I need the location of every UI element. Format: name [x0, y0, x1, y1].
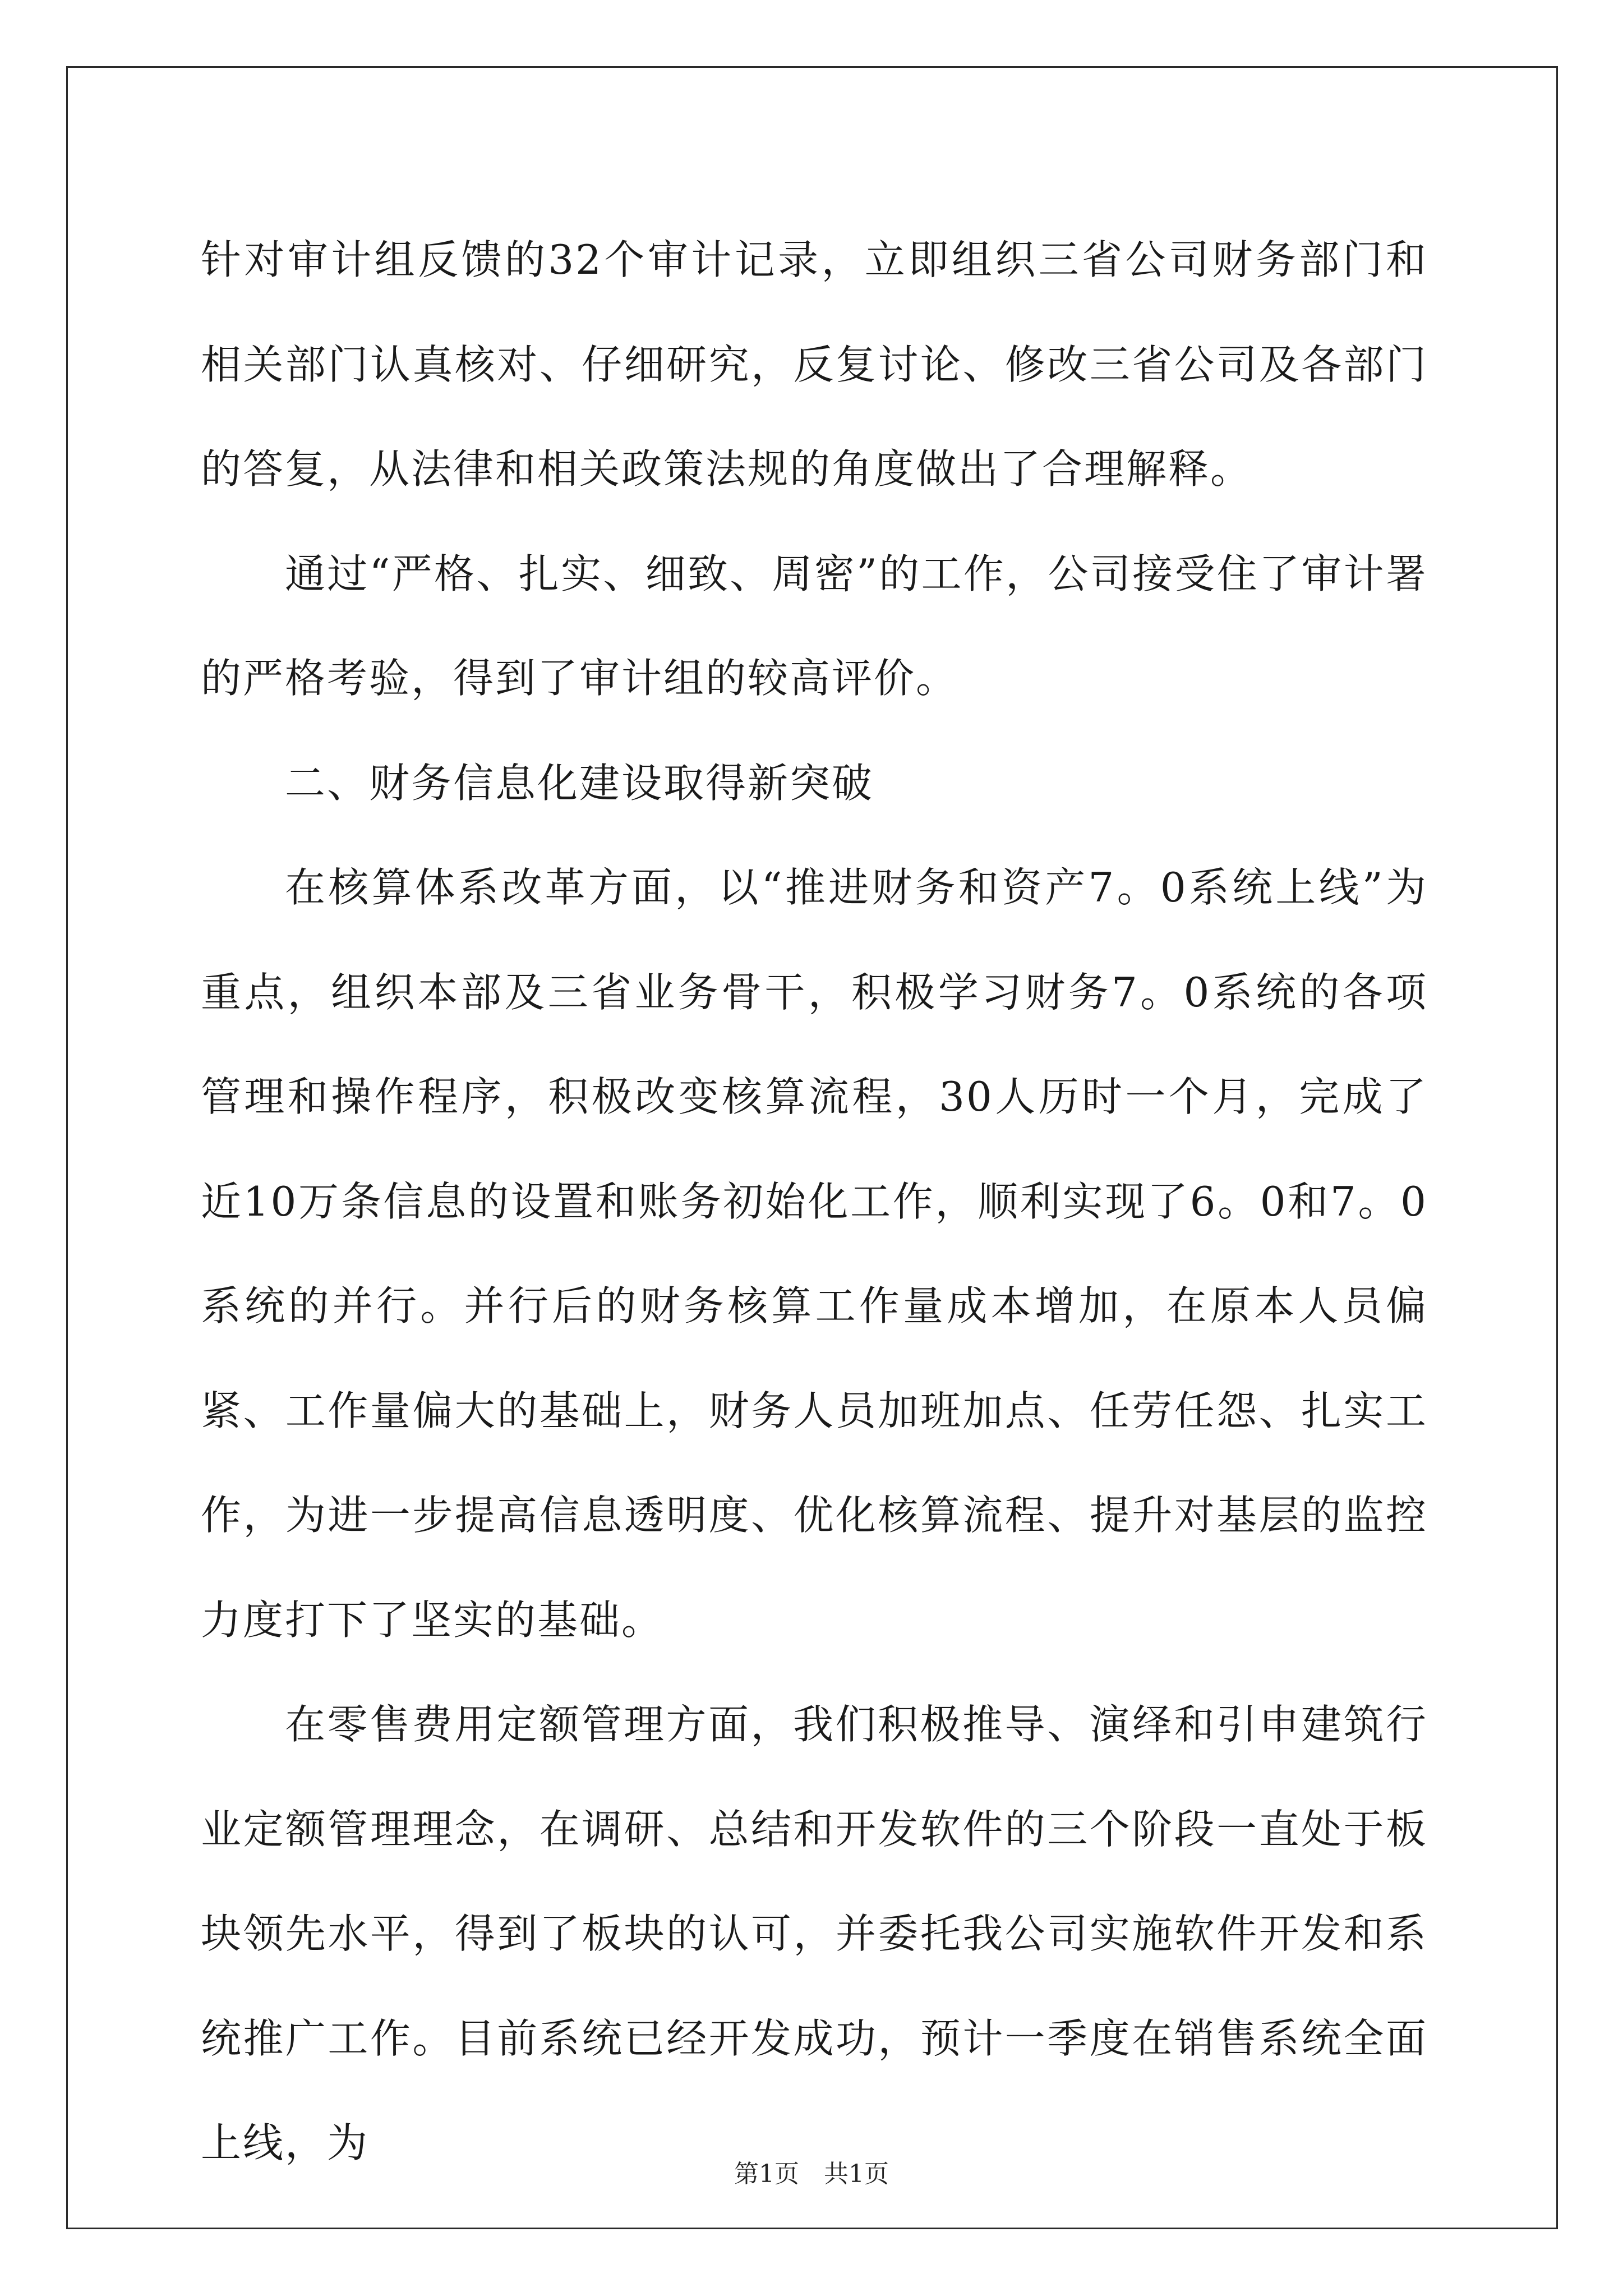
paragraph-accounting-reform: 在核算体系改革方面，以“推进财务和资产7。0系统上线”为重点，组织本部及三省业务骨干，积极学习财务7。0系统的各项管理和操作程序，积极改变核算流程，30人历时一个月，完成了近10万条信息的设置和账务初始化工作，顺利实现了6。0和7。0系统的并行。并行后的财务核算工作量成本增加，在原本人员偏紧、工作量偏大的基础上，财务人员加班加点、任劳任怨、扎实工作，为进一步提高信息透明度、优化核算流程、提升对基层的监控力度打下了坚实的基础。 — [201, 864, 1428, 1644]
paragraph-audit-records: 针对审计组反馈的32个审计记录，立即组织三省公司财务部门和相关部门认真核对、仔细研究，反复讨论、修改三省公司及各部门的答复，从法律和相关政策法规的角度做出了合理解释。 — [201, 236, 1428, 493]
page-footer: 第1页 共1页 — [734, 2160, 889, 2188]
paragraph-retail-quota: 在零售费用定额管理方面，我们积极推导、演绎和引申建筑行业定额管理理念，在调研、总结和开发软件的三个阶段一直处于板块领先水平，得到了板块的认可，并委托我公司实施软件开发和系统推广工作。目前系统已经开发成功，预计一季度在销售系统全面上线，为 — [201, 1701, 1428, 2166]
section-heading: 二、财务信息化建设取得新突破 — [285, 759, 874, 807]
document-body — [201, 208, 1428, 2196]
paragraph-audit-evaluation: 通过“严格、扎实、细致、周密”的工作，公司接受住了审计署的严格考验，得到了审计组的较高评价。 — [201, 550, 1428, 702]
